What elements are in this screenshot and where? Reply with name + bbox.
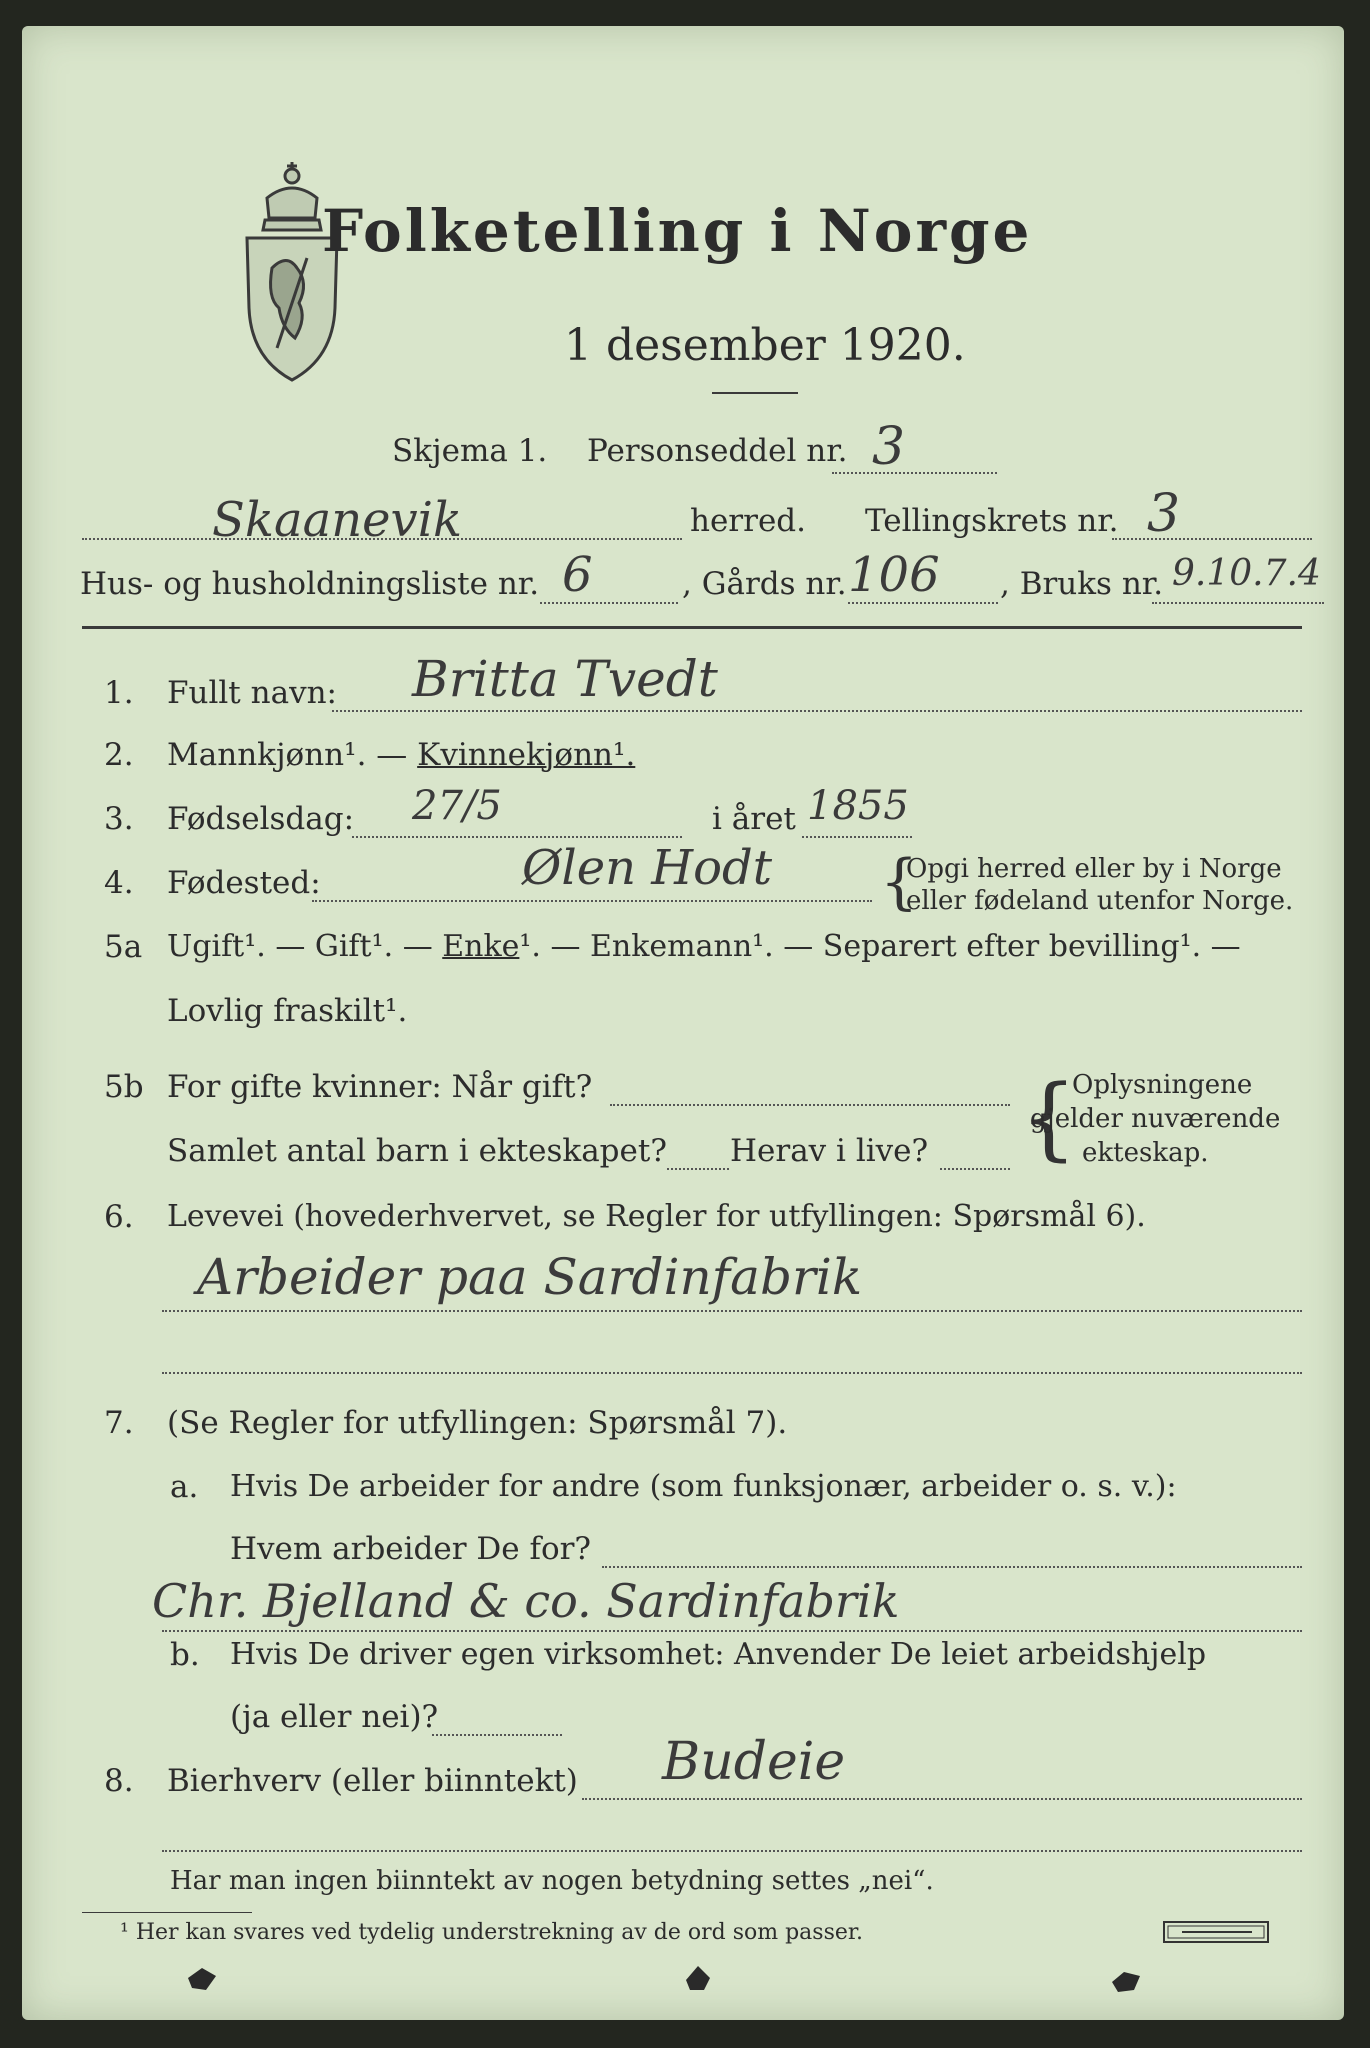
q7a-line <box>602 1566 1302 1568</box>
q7a-label-2: Hvem arbeider De for? <box>230 1531 592 1567</box>
personseddel-label: Personseddel nr. <box>587 433 848 469</box>
q5b-note-3: ekteskap. <box>1082 1138 1209 1168</box>
hus-line <box>540 602 678 604</box>
q1-value: Britta Tvedt <box>412 650 718 708</box>
q6-line-2 <box>162 1372 1302 1374</box>
q3-year-label: i året <box>712 801 796 837</box>
herred-line <box>82 538 682 540</box>
herred-label: herred. <box>690 503 806 539</box>
q7a-letter: a. <box>170 1469 199 1505</box>
q5b-label-1: For gifte kvinner: Når gift? <box>167 1069 593 1105</box>
census-form <box>22 26 1344 2020</box>
bruks-value: 9.10.7.4 <box>1172 553 1321 594</box>
q5b-line-2 <box>667 1168 729 1170</box>
printer-stamp-icon <box>1162 1920 1272 1944</box>
q7a-value: Chr. Bjelland & co. Sardinfabrik <box>152 1574 900 1628</box>
q4-line <box>312 900 872 902</box>
title-divider <box>712 392 798 394</box>
q3-number: 3. <box>104 801 134 837</box>
personseddel-value: 3 <box>872 417 906 477</box>
q8-line-2 <box>162 1850 1302 1852</box>
q4-note-1: Opgi herred eller by i Norge <box>906 854 1282 884</box>
hus-value: 6 <box>562 547 593 603</box>
bruks-line <box>1152 602 1324 604</box>
footnote-rule <box>82 1912 252 1913</box>
q6-label: Levevei (hovederhvervet, se Regler for utfyllingen: Spørsmål 6). <box>167 1199 1146 1234</box>
q7-number: 7. <box>104 1405 134 1441</box>
q5a-line-2: Lovlig fraskilt¹. <box>167 993 408 1029</box>
q7a-line-2 <box>162 1630 1302 1632</box>
q6-line-1 <box>162 1310 1302 1312</box>
bruks-label: , Bruks nr. <box>1000 566 1164 602</box>
q1-line <box>332 710 1302 712</box>
q8-line-1 <box>582 1798 1302 1800</box>
ink-mark-center-icon <box>680 1962 716 1994</box>
q1-number: 1. <box>104 675 134 711</box>
q4-note-2: eller fødeland utenfor Norge. <box>906 886 1294 916</box>
q4-number: 4. <box>104 865 134 901</box>
q3-year-value: 1855 <box>807 783 909 829</box>
tellingskrets-value: 3 <box>1147 484 1181 544</box>
skjema-label: Skjema 1. <box>392 433 548 469</box>
q8-value: Budeie <box>662 1732 846 1792</box>
q3-label: Fødselsdag: <box>167 801 355 837</box>
q5b-note-1: Oplysningene <box>1072 1070 1253 1100</box>
q4-brace: { <box>880 847 919 917</box>
tellingskrets-label: Tellingskrets nr. <box>865 503 1119 539</box>
gards-value: 106 <box>848 547 940 603</box>
q5b-line-1 <box>610 1104 1010 1106</box>
q5b-note-2: gjelder nuværende <box>1030 1104 1281 1134</box>
herred-value: Skaanevik <box>212 492 463 548</box>
q7b-line <box>432 1734 562 1736</box>
q8-number: 8. <box>104 1763 134 1799</box>
q3-line <box>352 836 682 838</box>
q6-value: Arbeider paa Sardinfabrik <box>197 1248 863 1306</box>
q5a-number: 5a <box>104 929 143 965</box>
q7b-letter: b. <box>170 1637 200 1673</box>
q7a-label: Hvis De arbeider for andre (som funksjonær, arbeider o. s. v.): <box>230 1469 1177 1504</box>
q7b-label-2: (ja eller nei)? <box>230 1699 439 1735</box>
q5b-line-3 <box>940 1168 1010 1170</box>
coat-of-arms-icon <box>237 158 347 388</box>
q2-text: Mannkjønn¹. — Kvinnekjønn¹. <box>167 737 636 773</box>
q4-value: Ølen Hodt <box>522 840 773 896</box>
form-title: Folketelling i Norge <box>322 197 1033 265</box>
q5b-number: 5b <box>104 1069 144 1105</box>
q6-number: 6. <box>104 1199 134 1235</box>
gards-label: , Gårds nr. <box>682 566 847 602</box>
census-date: 1 desember 1920. <box>564 320 966 371</box>
q5a-text: Ugift¹. — Gift¹. — Enke¹. — Enkemann¹. — Separert efter bevilling¹. — <box>167 929 1241 964</box>
q4-label: Fødested: <box>167 865 321 901</box>
q5a-selected: Enke <box>442 929 520 964</box>
tellingskrets-line <box>1112 538 1312 540</box>
q5b-label-3: Herav i live? <box>730 1133 929 1169</box>
q2-selected: Kvinnekjønn¹. <box>417 737 636 773</box>
header-rule <box>82 626 1302 629</box>
q3-value: 27/5 <box>412 783 502 829</box>
q3-year-line <box>802 836 912 838</box>
footnote-text: ¹ Her kan svares ved tydelig understrekning av de ord som passer. <box>120 1920 863 1945</box>
q5b-label-2: Samlet antal barn i ekteskapet? <box>167 1133 667 1169</box>
ink-mark-left-icon <box>184 1964 220 1994</box>
personseddel-line <box>832 472 997 474</box>
ink-mark-right-icon <box>1108 1966 1144 1996</box>
gards-line <box>848 602 998 604</box>
q2-number: 2. <box>104 737 134 773</box>
q7-label: (Se Regler for utfyllingen: Spørsmål 7). <box>167 1405 788 1441</box>
note-text: Har man ingen biinntekt av nogen betydning settes „nei“. <box>170 1866 934 1896</box>
q1-label: Fullt navn: <box>167 675 337 711</box>
q5b-brace: { <box>1020 1066 1078 1171</box>
hus-label: Hus- og husholdningsliste nr. <box>80 566 540 602</box>
q7b-label: Hvis De driver egen virksomhet: Anvender De leiet arbeidshjelp <box>230 1637 1207 1672</box>
q8-label: Bierhverv (eller biinntekt) <box>167 1763 578 1799</box>
